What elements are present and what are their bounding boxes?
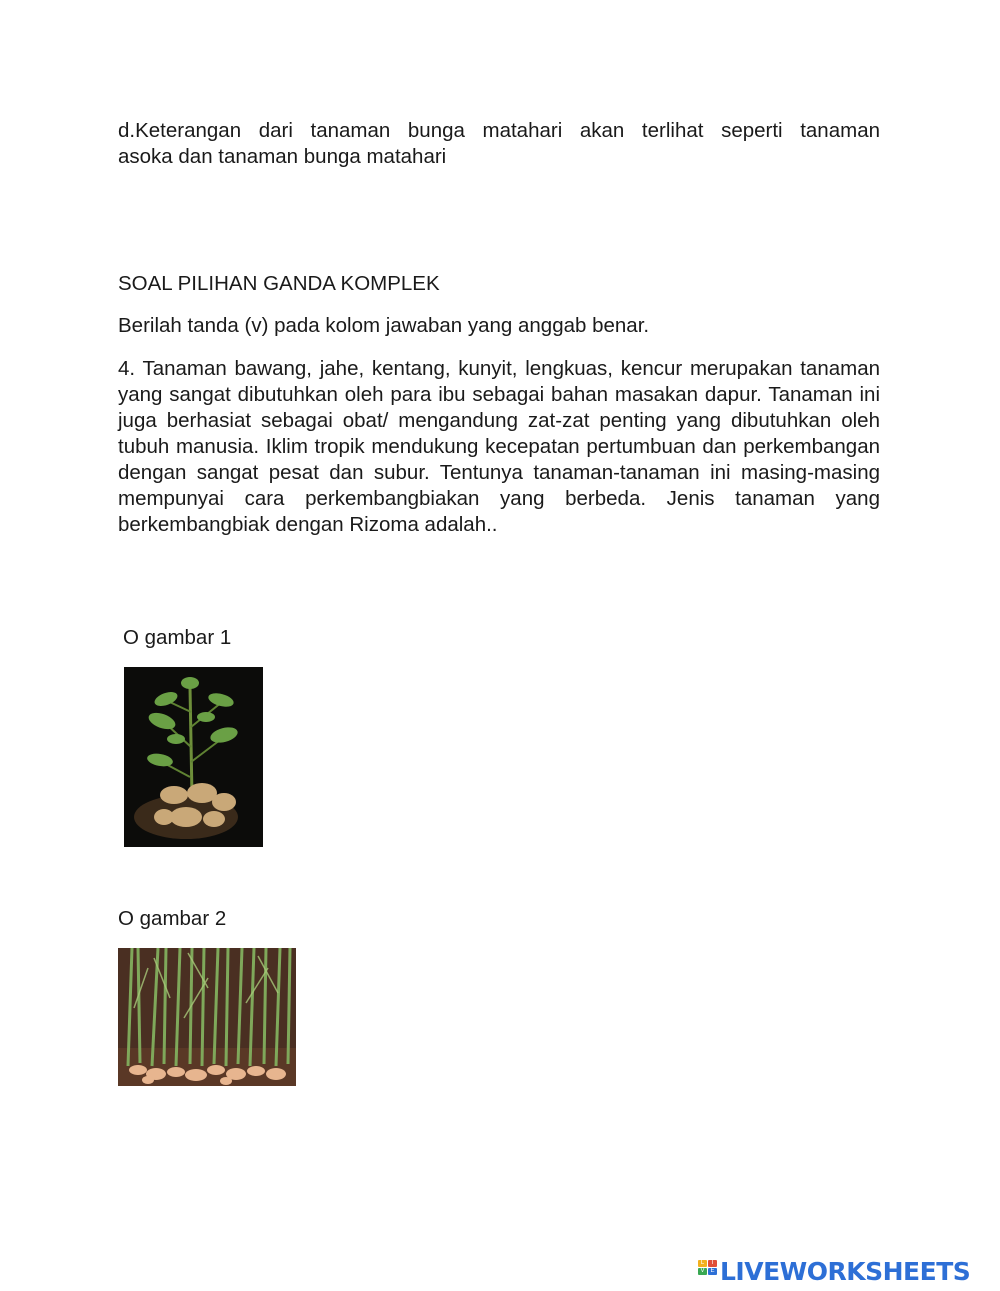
option-2-radio[interactable]: O gambar 2	[118, 907, 227, 930]
section-title: SOAL PILIHAN GANDA KOMPLEK	[118, 272, 440, 295]
ginger-plant-image	[118, 948, 296, 1086]
instruction-text: Berilah tanda (v) pada kolom jawaban yang anggab benar.	[118, 314, 650, 337]
question-text: 4. Tanaman bawang, jahe, kentang, kunyit, lengkuas, kencur merupakan tanaman yang sangat dibutuhkan oleh para ibu sebagai bahan masakan dapur. Tanaman ini juga berhasiat sebagai obat/ mengandung zat-zat penting yang dibutuhkan oleh tubuh manusia. Iklim tropik mendukung kecepatan pertumbuan dan perkembangan dengan sangat pesat dan subur. Tentunya tanaman-tanaman ini masing-masing mempunyai cara perkembangbiakan yang berbeda. Jenis tanaman yang berkembangbiak dengan Rizoma adalah..	[118, 357, 880, 536]
liveworksheets-text: LIVEWORKSHEETS	[720, 1256, 971, 1286]
option-1-radio[interactable]: O gambar 1	[123, 626, 232, 649]
option-d-text	[118, 118, 880, 170]
option-d-line-2: asoka dan tanaman bunga matahari	[118, 145, 447, 168]
potato-plant-image	[124, 667, 263, 847]
liveworksheets-watermark	[698, 1258, 970, 1284]
liveworksheets-logo-icon: L I V E	[698, 1260, 717, 1283]
option-d-line-1: d.Keterangan dari tanaman bunga matahari akan terlihat seperti tanaman	[118, 119, 880, 142]
